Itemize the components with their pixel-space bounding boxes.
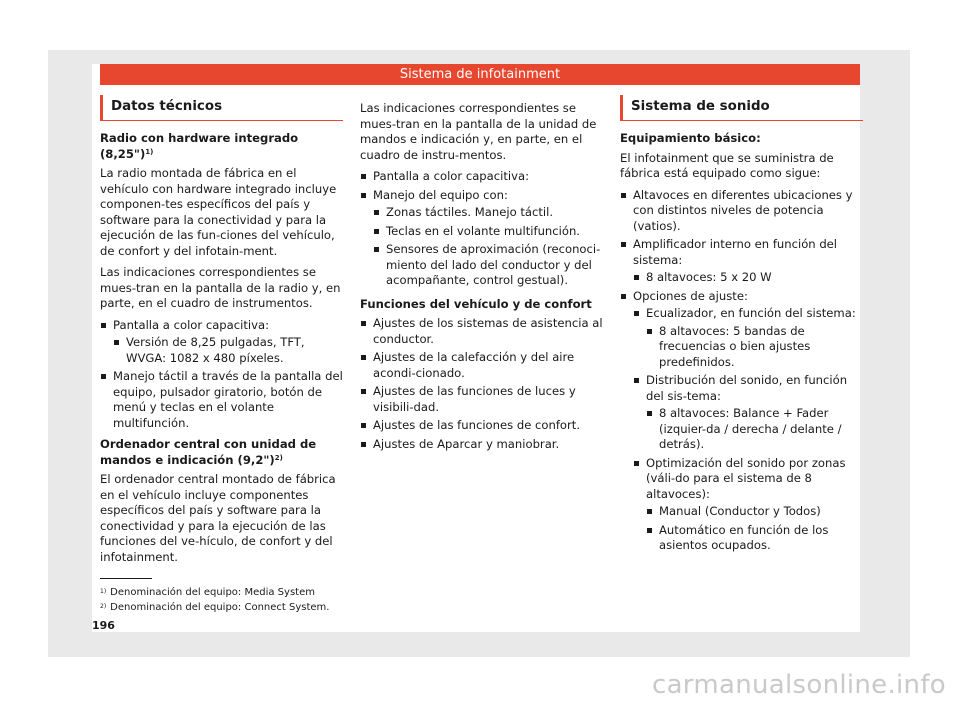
bullet-list bbox=[620, 188, 863, 554]
list-item: Ajustes de las funciones de luces y visibili-dad. bbox=[360, 384, 603, 415]
list-item bbox=[360, 188, 603, 289]
subheading-radio-text: Radio con hardware integrado (8,25") bbox=[100, 131, 299, 161]
chapter-header: Sistema de infotainment bbox=[100, 64, 860, 85]
list-item-text: Opciones de ajuste: bbox=[633, 288, 748, 303]
page-number: 196 bbox=[92, 619, 115, 632]
nested-list bbox=[646, 406, 863, 453]
list-item: Versión de 8,25 pulgadas, TFT, WVGA: 1082 x 480 píxeles. bbox=[113, 335, 343, 366]
subheading-funciones: Funciones del vehículo y de confort bbox=[360, 296, 592, 311]
list-item: Teclas en el volante multifunción. bbox=[373, 224, 603, 240]
list-item: Altavoces en diferentes ubicaciones y con distintos niveles de potencia (vatios). bbox=[620, 188, 863, 235]
section-heading-sistema-de-sonido: Sistema de sonido bbox=[620, 95, 863, 121]
list-item bbox=[633, 456, 863, 554]
section-heading-datos-tecnicos: Datos técnicos bbox=[100, 95, 343, 121]
footnotes bbox=[100, 578, 350, 615]
column-sistema-de-sonido bbox=[620, 95, 863, 560]
subheading-ordenador-text: Ordenador central con unidad de mandos e indicación (9,2") bbox=[100, 437, 317, 467]
footnote-ref-2: 2) bbox=[274, 453, 283, 462]
list-item: Ajustes de las funciones de confort. bbox=[360, 418, 603, 434]
list-item: Ajustes de los sistemas de asistencia al conductor. bbox=[360, 316, 603, 347]
list-item-text: Distribución del sonido, en función del sis-tema: bbox=[646, 373, 848, 403]
bullet-list bbox=[100, 318, 343, 432]
list-item: Zonas táctiles. Manejo táctil. bbox=[373, 205, 603, 221]
nested-list bbox=[373, 205, 603, 289]
list-item: 8 altavoces: 5 bandas de frecuencias o bien ajustes predefinidos. bbox=[646, 324, 863, 371]
footnote-1 bbox=[100, 585, 350, 600]
nested-list bbox=[646, 504, 863, 554]
footnote-text-1: Denominación del equipo: Media System bbox=[110, 587, 315, 598]
list-item: Pantalla a color capacitiva: bbox=[360, 169, 603, 185]
nested-list bbox=[113, 335, 343, 366]
list-item: 8 altavoces: 5 x 20 W bbox=[633, 270, 863, 286]
subheading-radio bbox=[100, 131, 343, 162]
list-item bbox=[620, 289, 863, 554]
list-item-text: Manejo del equipo con: bbox=[373, 187, 508, 202]
list-item: Ajustes de Aparcar y maniobrar. bbox=[360, 437, 603, 453]
list-item: Automático en función de los asientos ocupados. bbox=[646, 523, 863, 554]
paragraph: Las indicaciones correspondientes se mues-tran en la pantalla de la radio y, en parte, en el cuadro de instrumentos. bbox=[100, 265, 341, 310]
paragraph: Las indicaciones correspondientes se mues-tran en la pantalla de la unidad de mandos e indicación y, en parte, en el cuadro de instru-mentos. bbox=[360, 101, 597, 162]
list-item: Ajustes de la calefacción y del aire acondi-cionado. bbox=[360, 350, 603, 381]
footnote-divider bbox=[100, 578, 152, 579]
paragraph: El infotainment que se suministra de fábrica está equipado como sigue: bbox=[620, 150, 834, 180]
list-item-text: Optimización del sonido por zonas (váli-do para el sistema de 8 altavoces): bbox=[646, 455, 846, 501]
bullet-list bbox=[360, 169, 603, 289]
nested-list bbox=[646, 324, 863, 371]
subheading-equipamiento: Equipamiento básico: bbox=[620, 131, 761, 145]
column-datos-tecnicos bbox=[100, 95, 343, 571]
list-item: 8 altavoces: Balance + Fader (izquier-da / derecha / delante / detrás). bbox=[646, 406, 863, 453]
nested-list bbox=[633, 270, 863, 286]
list-item bbox=[633, 306, 863, 370]
list-item: Sensores de aproximación (reconoci-miento del lado del conductor y del acompañante, control gestual). bbox=[373, 242, 603, 289]
subheading-ordenador bbox=[100, 437, 343, 468]
footnote-ref-1: 1) bbox=[145, 147, 154, 156]
list-item-text: Ecualizador, en función del sistema: bbox=[646, 306, 856, 320]
list-item bbox=[620, 237, 863, 286]
list-item-text: Pantalla a color capacitiva: bbox=[113, 317, 270, 332]
list-item bbox=[633, 373, 863, 453]
paragraph: El ordenador central montado de fábrica en el vehículo incluye componentes específicos del país y software para la conectividad y para la ejecución de las funciones del ve-hículo, de confort y del infotainment. bbox=[100, 472, 336, 564]
footnote-mark-2: 2) bbox=[100, 603, 107, 610]
footnote-2 bbox=[100, 600, 350, 615]
column-continuation bbox=[360, 101, 603, 458]
watermark: carmanualsonline.info bbox=[651, 670, 946, 700]
nested-list bbox=[633, 306, 863, 554]
list-item: Manual (Conductor y Todos) bbox=[646, 504, 863, 520]
footnote-text-2: Denominación del equipo: Connect System. bbox=[110, 602, 330, 613]
bullet-list bbox=[360, 316, 603, 452]
paragraph: La radio montada de fábrica en el vehículo con hardware integrado incluye componen-tes específicos del país y software para la conectividad y para la ejecución de las fun-ciones del vehículo, de confort y del infotain-ment. bbox=[100, 166, 337, 258]
list-item-text: Amplificador interno en función del sistema: bbox=[633, 237, 838, 267]
list-item bbox=[100, 318, 343, 367]
list-item: Manejo táctil a través de la pantalla del equipo, pulsador giratorio, botón de menú y teclas en el volante multifunción. bbox=[100, 369, 343, 431]
footnote-mark-1: 1) bbox=[100, 588, 107, 595]
